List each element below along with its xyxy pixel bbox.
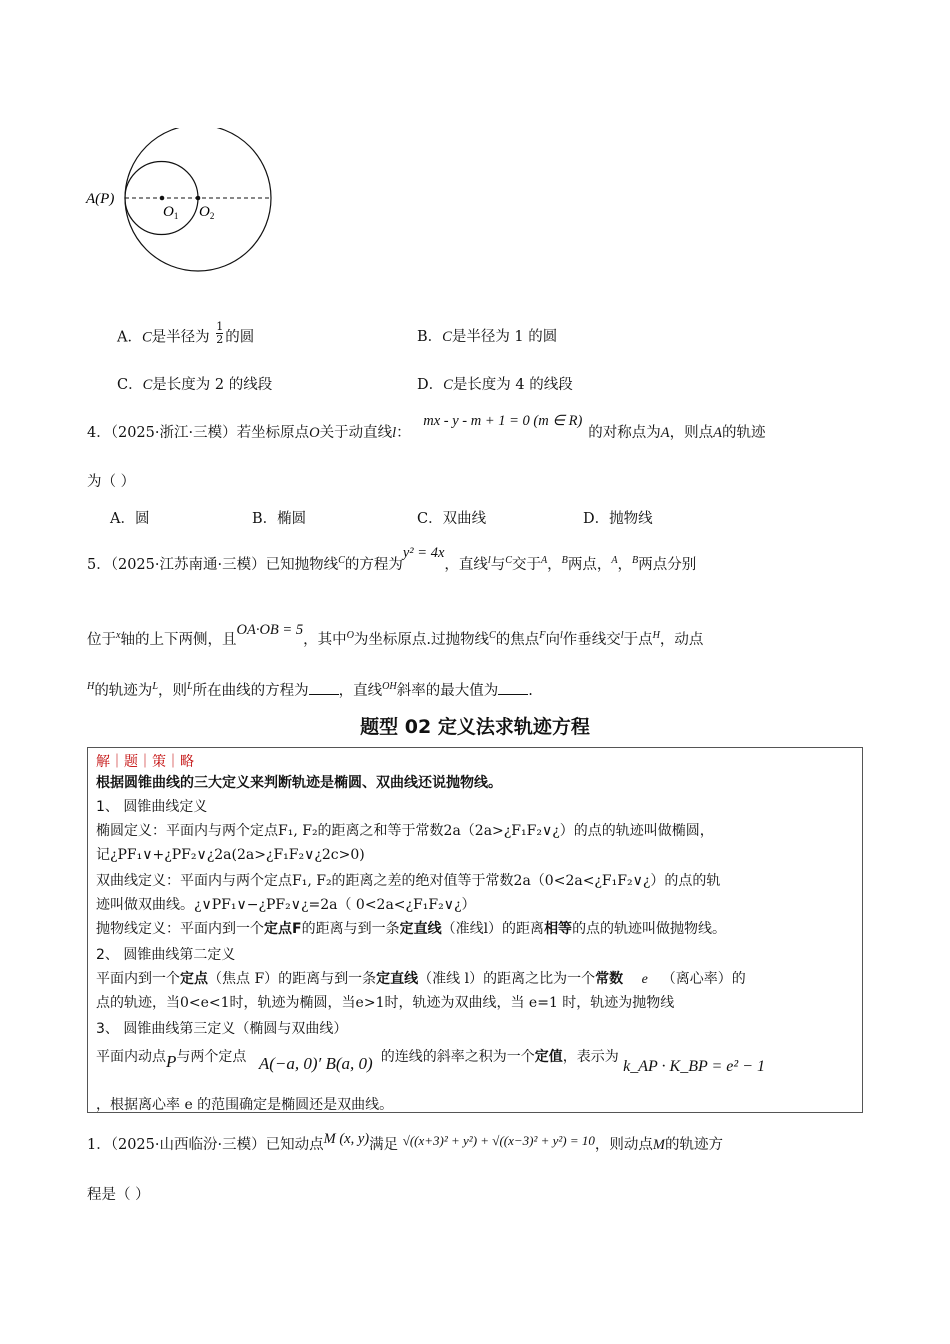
q3-option-b[interactable]: B．C是半径为 1 的圆 — [417, 329, 558, 345]
q3-option-a[interactable]: A．C是半径为 $\frac{1}{2}$ 的圆 — [117, 320, 255, 346]
box-heading-2: 2、 圆锥曲线第二定义 — [96, 947, 236, 963]
q3-option-d[interactable]: D．C是长度为 4 的线段 — [417, 377, 573, 393]
q4-line1: 4．（2025·浙江·三模）若坐标原点O关于动直线l： mx - y - m + 1 = 0 (m ∈ R)的对称点为A，则点A的轨迹 — [87, 413, 766, 441]
box-intro: 根据圆锥曲线的三大定义来判断轨迹是椭圆、双曲线还说抛物线。 — [96, 775, 502, 791]
q4-option-a[interactable]: A．圆 — [110, 511, 150, 527]
q4-formula: mx - y - m + 1 = 0 (m ∈ R) — [423, 413, 583, 429]
ellipse-def-1: 椭圆定义：平面内与两个定点F₁, F₂的距离之和等于常数2a（2a>¿F₁F₂∨¿）的点的轨迹叫做椭圆， — [96, 823, 714, 839]
fraction-one-half: $\frac{1}{2}$ — [216, 320, 224, 346]
hyperbola-def-2: 迹叫做双曲线。¿∨PF₁∨−¿PF₂∨¿=2a（ 0<2a<¿F₁F₂∨¿） — [96, 897, 476, 913]
q5-line1: 5．（2025·江苏南通·三模）已知抛物线$^C$的方程为y² = 4x，直线$^l$与$^C$交于$^A$，$^B$两点，$^A$，$^B$两点分别 — [87, 545, 697, 573]
q4-line2: 为（ ） — [87, 474, 136, 490]
label-o2: $O_2$ — [199, 204, 215, 221]
circles-diagram — [84, 128, 284, 278]
point-o1 — [160, 196, 165, 201]
section-title: 题型 02 定义法求轨迹方程 — [360, 716, 590, 738]
second-def-2: 点的轨迹，当0<e<1时，轨迹为椭圆，当e>1时，轨迹为双曲线，当 e=1 时，轨迹为抛物线 — [96, 995, 675, 1011]
q3-option-c[interactable]: C．C是长度为 2 的线段 — [117, 377, 273, 393]
q1-line1: 1．（2025·山西临汾·三模）已知动点M (x, y)满足 √((x+3)² + y²) + √((x−3)² + y²) = 10，则动点M的轨迹方 — [87, 1131, 724, 1153]
q1-line2: 程是（ ） — [87, 1187, 150, 1203]
box-header: 解｜题｜策｜略 — [96, 754, 194, 770]
second-def-1: 平面内到一个定点（焦点 F）的距离与到一条定直线（准线 l）的距离之比为一个常数 e （离心率）的 — [96, 971, 746, 987]
q4-option-b[interactable]: B．椭圆 — [252, 511, 307, 527]
answer-blank-1[interactable] — [309, 682, 339, 695]
hyperbola-def-1: 双曲线定义：平面内与两个定点F₁, F₂的距离之差的绝对值等于常数2a（0<2a<¿F₁F₂∨¿）的点的轨 — [96, 873, 721, 889]
q5-line3: $^H$的轨迹为$^L$，则$^L$所在曲线的方程为 ，直线$^{OH}$斜率的最大值为 . — [87, 681, 533, 699]
q1-formula: √((x+3)² + y²) + √((x−3)² + y²) = 10 — [402, 1133, 595, 1148]
q4-option-d[interactable]: D．抛物线 — [583, 511, 653, 527]
q5-line2: 位于$^x$轴的上下两侧，且OA·OB = 5，其中$^O$为坐标原点.过抛物线$^C$的焦点$^F$向$^l$作垂线交$^l$于点$^H$，动点 — [87, 622, 704, 648]
box-heading-3: 3、 圆锥曲线第三定义（椭圆与双曲线） — [96, 1021, 348, 1037]
box-heading-1: 1、 圆锥曲线定义 — [96, 799, 208, 815]
third-def-2: ，根据离心率 e 的范围确定是椭圆还是双曲线。 — [96, 1097, 394, 1113]
point-o2 — [196, 196, 201, 201]
third-def-1: 平面内动点P与两个定点 A(−a, 0)′ B(a, 0) 的连线的斜率之积为一个定值，表示为 k_AP · K_BP = e² − 1 — [96, 1049, 765, 1075]
parabola-def: 抛物线定义：平面内到一个定点F的距离与到一条定直线（准线l）的距离相等的点的轨迹叫做抛物线。 — [96, 921, 727, 937]
ellipse-def-2: 记¿PF₁∨+¿PF₂∨¿2a(2a>¿F₁F₂∨¿2c>0) — [96, 847, 365, 863]
label-a-p: A(P) — [86, 191, 115, 207]
answer-blank-2[interactable] — [498, 682, 528, 695]
strategy-box — [87, 747, 863, 1113]
label-o1: $O_1$ — [163, 204, 179, 221]
q4-option-c[interactable]: C．双曲线 — [417, 511, 487, 527]
